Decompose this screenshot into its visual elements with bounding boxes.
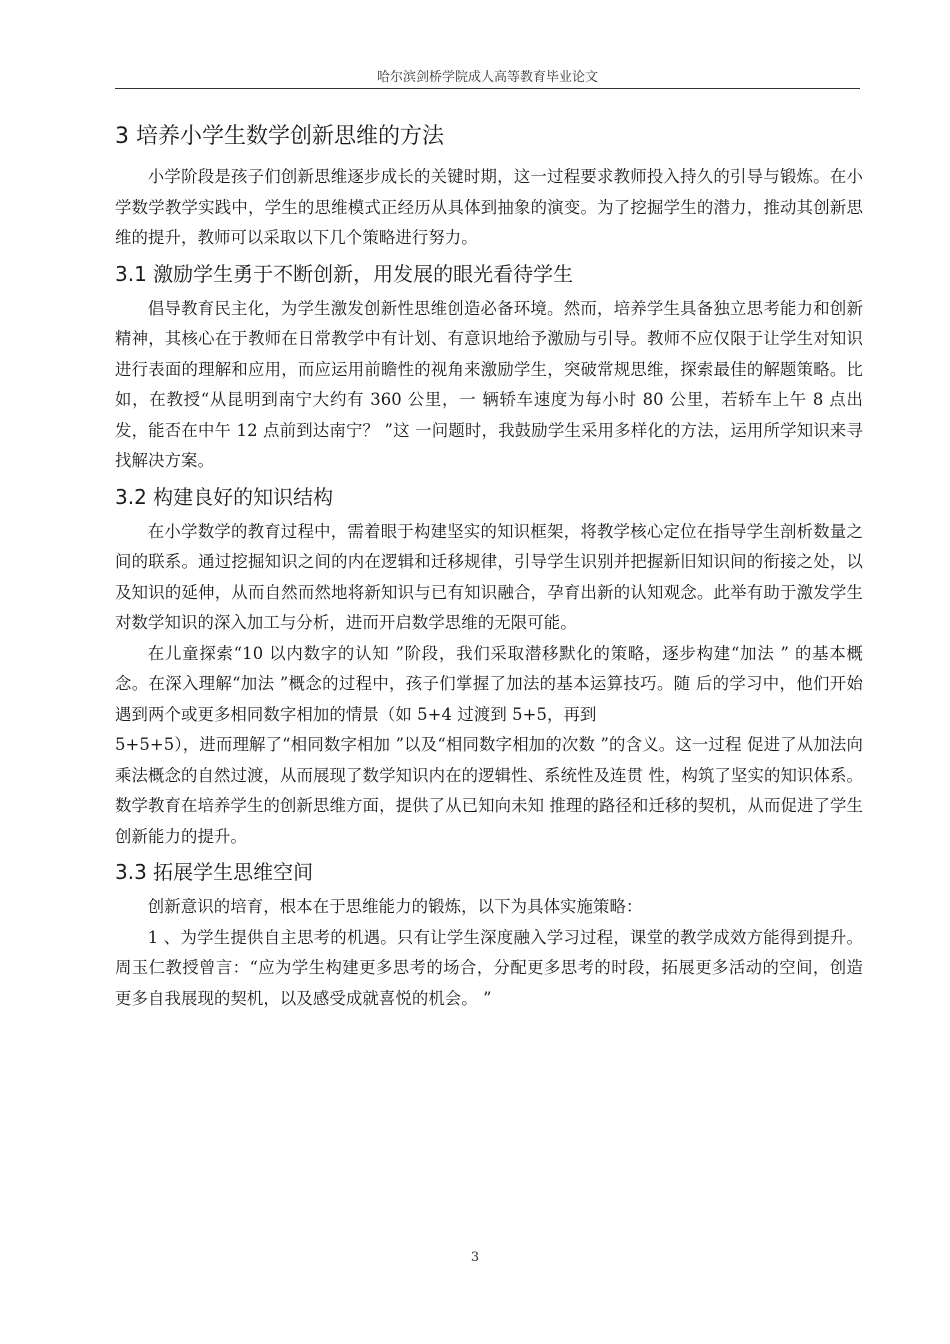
section-3-3-paragraph-1: 创新意识的培育，根本在于思维能力的锻炼，以下为具体实施策略： xyxy=(147,897,643,916)
section-3-2-title: 3.2 构建良好的知识结构 xyxy=(115,484,334,509)
chapter-title: 3 培养小学生数学创新思维的方法 xyxy=(115,124,444,149)
section-3-1-paragraph: 倡导教育民主化，为学生激发创新性思维创造必备环境。然而，培养学生具备独立思考能力和创新精神，其核心在于教师在日常教学中有计划、有意识地给予激励与引导。教师不应仅限于让学生对知识进行表面的理解和应用，而应运用前瞻性的视角来激励学生，突破常规思维，探索最佳的解题策略。比如，在教授“从昆明到南宁大约有 360 公里，一 辆轿车速度为每小时 80 公里，若轿车上午 8 点出发，能否在中午 12 点前到达南宁？ ”这 一问题时，我鼓励学生采用多样化的方法，运用所学知识来寻找解决方案。 xyxy=(115,298,863,470)
section-3-2-paragraph-1: 在小学数学的教育过程中，需着眼于构建坚实的知识框架，将教学核心定位在指导学生剖析数量之间的联系。通过挖掘知识之间的内在逻辑和迁移规律，引导学生识别并把握新旧知识间的衔接之处，以及知识的延伸，从而自然而然地将新知识与已有知识融合，孕育出新的认知观念。此举有助于激发学生对数学知识的深入加工与分析，进而开启数学思维的无限可能。 xyxy=(115,521,863,632)
page-number: 3 xyxy=(470,1250,480,1265)
running-header: 哈尔滨剑桥学院成人高等教育毕业论文 xyxy=(376,70,598,85)
section-3-2-paragraph-2: 在儿童探索“10 以内数字的认知 ”阶段，我们采取潜移默化的策略，逐步构建“加法 ” 的基本概念。在深入理解“加法 ”概念的过程中，孩子们掌握了加法的基本运算技巧。随 后的学习中，他们开始遇到两个或更多相同数字相加的情景（如 5+4 过渡到 5+5，再到 xyxy=(115,643,863,724)
chapter-intro-paragraph: 小学阶段是孩子们创新思维逐步成长的关键时期，这一过程要求教师投入持久的引导与锻炼。在小学数学教学实践中，学生的思维模式正经历从具体到抽象的演变。为了挖掘学生的潜力，推动其创新思维的提升，教师可以采取以下几个策略进行努力。 xyxy=(115,167,863,247)
header-rule xyxy=(115,88,860,89)
section-3-3-paragraph-2: 1 、为学生提供自主思考的机遇。只有让学生深度融入学习过程，课堂的教学成效方能得到提升。周玉仁教授曾言：“应为学生构建更多思考的场合，分配更多思考的时段，拓展更多活动的空间，创造更多自我展现的契机，以及感受成就喜悦的机会。 ” xyxy=(115,927,863,1008)
section-3-2-paragraph-3: 5+5+5），进而理解了“相同数字相加 ”以及“相同数字相加的次数 ”的含义。这一过程 促进了从加法向乘法概念的自然过渡，从而展现了数学知识内在的逻辑性、系统性及连贯 性，构筑了坚实的知识体系。数学教育在培养学生的创新思维方面，提供了从已知向未知 推理的路径和迁移的契机，从而促进了学生创新能力的提升。 xyxy=(115,735,863,846)
section-3-1-title: 3.1 激励学生勇于不断创新，用发展的眼光看待学生 xyxy=(115,261,574,286)
page-body xyxy=(115,118,863,1014)
section-3-3-title: 3.3 拓展学生思维空间 xyxy=(115,860,314,884)
